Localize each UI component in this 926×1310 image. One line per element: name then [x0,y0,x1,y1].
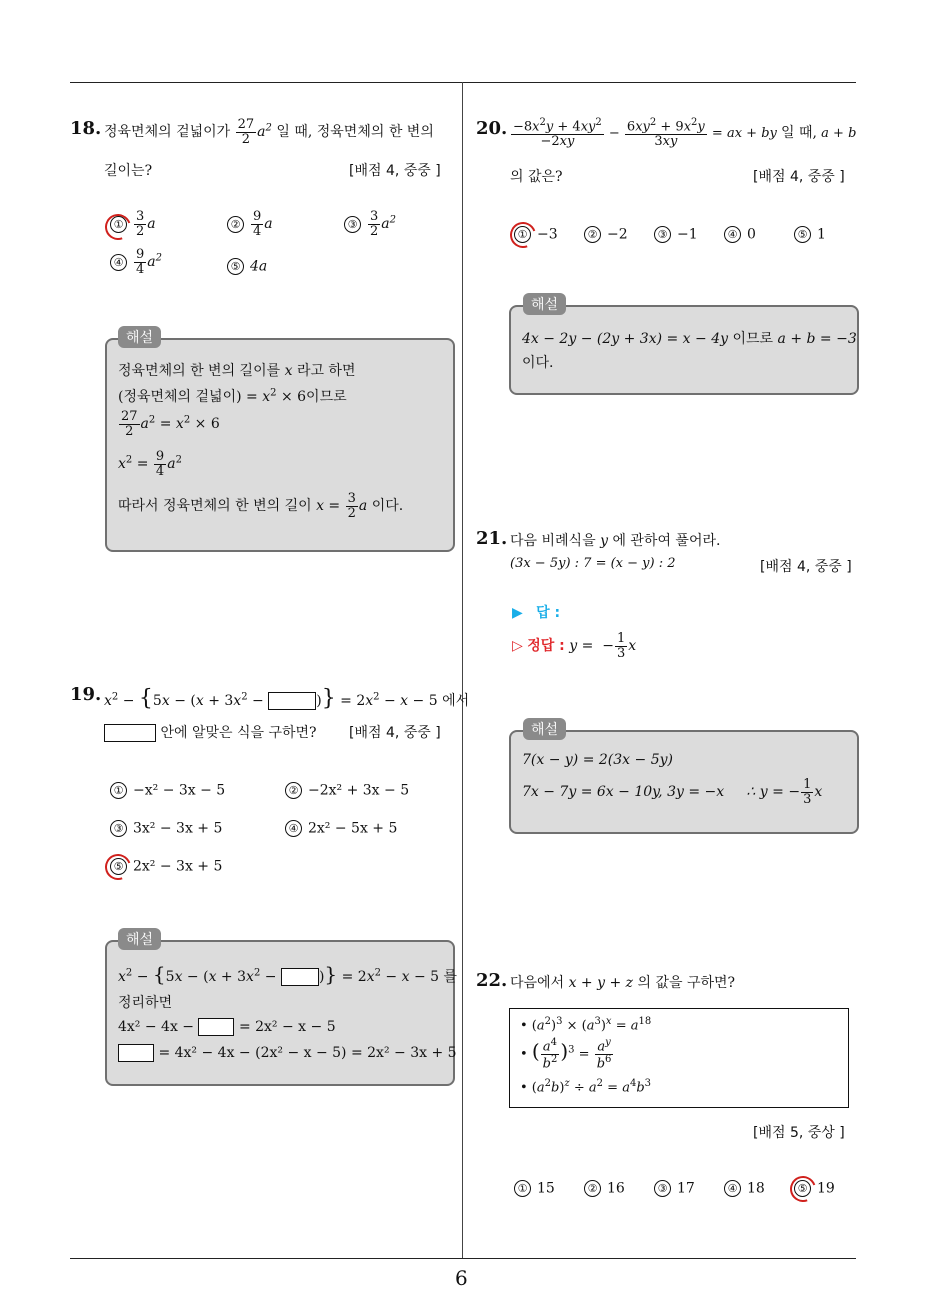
question-number: 20. [476,118,508,139]
question-number: 18. [70,118,102,139]
text: 안에 알맞은 식을 구하면? [160,725,317,741]
text: 라고 하면 [296,363,356,379]
option-value: 2x² − 5x + 5 [308,820,398,837]
option-value: 4a [250,258,268,275]
explanation-line: 따라서 정육면체의 한 변의 길이 x = $\frac{3}{2}$ a 이다. [118,491,404,521]
option-number: ⑤ [227,258,244,275]
explanation-line: $x^2$ = $\frac{9}{4}$ $a^2$ [118,449,182,479]
explanation-line: 정리하면 [118,995,173,1011]
top-rule [70,82,856,83]
explanation-line: 7x − 7y = 6x − 10y, 3y = −x ∴ y = − $\frac{1}{3}$ x [522,777,823,807]
given-item: • ( $\frac{a^4}{b^2}$ )$^3$ = $\frac{a^y}{b^6}$ [520,1037,612,1072]
question-number: 19. [70,684,102,705]
question-text: $x^2 - \{5x - (x + 3x^2$ − )} = $2x^2 - x - 5$ 에서 [104,686,470,711]
text: 다음에서 [510,975,565,991]
option-4[interactable]: ④ 18 [724,1180,765,1197]
option-value: 1 [817,226,826,243]
option-1[interactable]: ① −x² − 3x − 5 [110,782,225,799]
text: (정육면체의 겉넓이) [118,389,242,405]
option-number: ② [227,216,244,233]
correct-label: 정답 : [527,638,565,655]
option-value: 16 [607,1180,625,1197]
correct-answer: ▷ 정답 : y = − $\frac{1}{3}$ x [512,631,637,661]
explanation-line [522,328,857,348]
option-4[interactable]: ④ 2x² − 5x + 5 [285,820,397,837]
explanation-line: $\frac{27}{2}$ $a^2 = x^2 \times 6$ [121,409,220,439]
explanation-line: 정육면체의 한 변의 길이를 x 라고 하면 [118,363,356,379]
question-text: 다음에서 x + y + z 의 값을 구하면? [510,975,736,991]
text: 이므로 [732,331,774,347]
option-4[interactable]: ④ 0 [724,226,756,243]
text: 에 관하여 풀어라. [612,533,721,549]
bottom-rule [70,1258,856,1259]
option-value: 19 [817,1180,835,1197]
text: 4x − 2y − (2y + 3x) = x − 4y [522,331,729,347]
option-3[interactable]: ③ 3x² − 3x + 5 [110,820,222,837]
option-1[interactable]: ① 15 [514,1180,555,1197]
text: 다음 비례식을 [510,533,596,549]
option-5[interactable]: ⑤ 1 [794,226,826,243]
option-value: 18 [747,1180,765,1197]
text: 를 [443,969,458,985]
option-value: −3 [537,226,558,243]
text: 의 값을 구하면? [637,975,736,991]
option-3[interactable]: ③ 17 [654,1180,695,1197]
text: 일 때, [781,124,817,141]
explanation-line [118,1018,336,1036]
option-value: −1 [677,226,698,243]
option-5[interactable]: ⑤ 2x² − 3x + 5 [110,858,222,875]
option-3[interactable]: ③ −1 [654,226,698,243]
text: 에서 [442,693,470,709]
question-number: 22. [476,970,508,991]
option-5[interactable]: ⑤ 19 [794,1180,835,1197]
math: $a^2$ [257,122,272,141]
option-2[interactable]: ② $\frac{9}{4}$ a [227,210,273,238]
explanation-line: 7(x − y) = 2(3x − 5y) [522,752,673,768]
option-1[interactable]: ① −3 [514,226,558,243]
explanation-line: 이다. [522,355,554,371]
option-number: ① [110,216,127,233]
question-text: 길이는? [104,163,153,179]
option-value: −2x² + 3x − 5 [308,782,410,799]
option-5[interactable] [227,258,267,275]
explanation-line: $x^2 - \{5x - (x + 3x^2$ − )} = $2x^2 - x - 5$ 를 [118,962,458,986]
option-2[interactable]: ② −2x² + 3x − 5 [285,782,409,799]
triangle-icon: ▶ [512,605,523,621]
question-text: 다음 비례식을 y 에 관하여 풀어라. [510,533,721,549]
option-value: 15 [537,1180,555,1197]
score-label: [배점 5, 중상 ] [753,1125,845,1141]
answer-field[interactable] [512,602,560,622]
option-3[interactable]: ③ $\frac{3}{2}$ $a^2$ [344,210,396,238]
option-value: −2 [607,226,628,243]
text: 4x² − 4x − [118,1019,195,1035]
answer-label: 답 : [536,605,561,621]
denominator: 2 [241,131,251,147]
question-text [104,722,317,742]
text: = 4x² − 4x − (2x² − x − 5) = 2x² − 3x + 5 [158,1045,457,1061]
score-label: [배점 4, 중중 ] [753,169,845,185]
text: = 2x² − x − 5 [238,1019,336,1035]
text: 이므로 [306,389,347,405]
given-item: • $(a^2)^3 \times (a^3)^x = a^{18}$ [520,1016,652,1034]
text: 7x − 7y = 6x − 10y, 3y = −x [522,784,725,801]
explanation-tag: 해설 [523,293,566,315]
option-2[interactable]: ② −2 [584,226,628,243]
given-item: • $(a^2b)^z \div a^2 = a^4b^3$ [520,1078,652,1096]
question-number: 21. [476,528,508,549]
fraction [236,118,257,146]
option-value: 17 [677,1180,695,1197]
question-text-part: 일 때, 정육면체의 한 변의 [276,124,434,141]
outline-triangle-icon: ▷ [512,638,523,655]
equation: (3x − 5y) : 7 = (x − y) : 2 [510,556,676,571]
explanation-box [509,305,859,395]
explanation-tag: 해설 [523,718,566,740]
score-label: [배점 4, 중중 ] [760,559,852,575]
explanation-line: (정육면체의 겉넓이) = $x^2 \times 6$이므로 [118,387,347,405]
question-text: $\frac{-8x^2y + 4xy^2}{-2xy}$ − $\frac{6xy^2 + 9x^2y}{3xy}$ = ax + by 일 때, a + b [513,117,857,149]
option-value: 0 [747,226,756,243]
text: ∴ y = − [746,784,801,801]
score-label: [배점 4, 중중 ] [349,163,441,179]
page-number: 6 [455,1266,468,1290]
option-number: ③ [344,216,361,233]
option-2[interactable]: ② 16 [584,1180,625,1197]
text: a + b = −3 [777,331,857,347]
numerator: 27 [237,117,255,132]
question-text [104,118,434,146]
text: 따라서 정육면체의 한 변의 길이 [118,498,312,515]
question-text: 의 값은? [510,169,563,185]
score-label: [배점 4, 중중 ] [349,725,441,741]
column-divider [462,82,463,1258]
question-text-part: 정육면체의 겉넓이가 [104,124,231,141]
text: 정육면체의 한 변의 길이를 [118,363,281,379]
option-number: ④ [110,254,127,271]
option-4[interactable]: ④ $\frac{9}{4}$ $a^2$ [110,248,162,276]
explanation-line [118,1044,457,1062]
option-value: 2x² − 3x + 5 [133,858,223,875]
text: 이다. [371,498,404,515]
option-value: −x² − 3x − 5 [133,782,226,799]
explanation-tag: 해설 [118,326,161,348]
option-value: 3x² − 3x + 5 [133,820,223,837]
option-1[interactable]: ① $\frac{3}{2}$ a [110,210,156,238]
explanation-tag: 해설 [118,928,161,950]
